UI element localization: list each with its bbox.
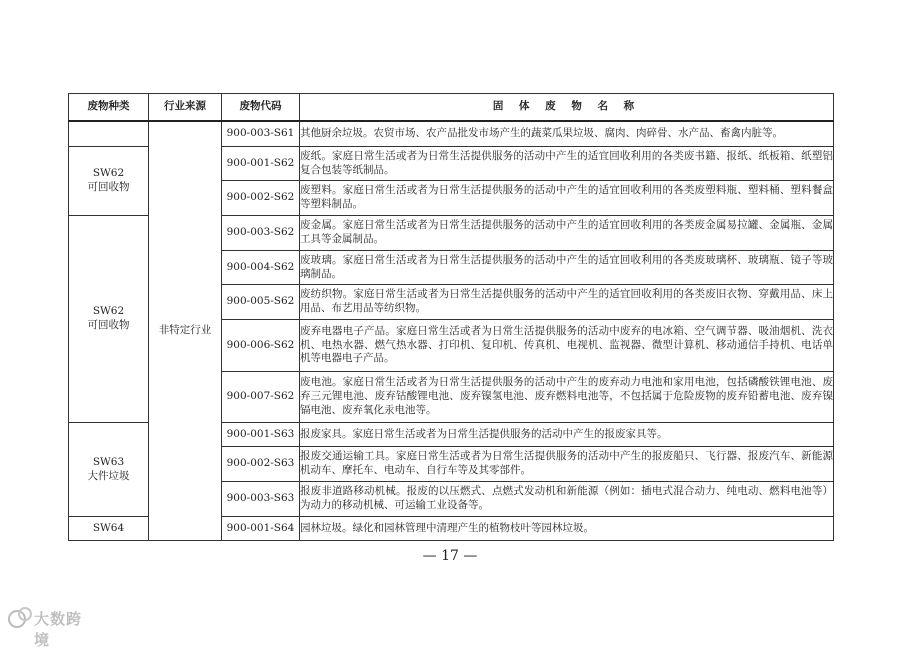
category-code: SW63 (92, 455, 125, 468)
waste-name: 废弃电器电子产品。家庭日常生活或者为日常生活提供服务的活动中废弃的电冰箱、空气调节器、吸油烟机、洗衣机、电热水器、燃气热水器、打印机、复印机、传真机、电视机、监视器、微型计算机、移动通信手持机、电话单机等电器电子产品。 (300, 320, 834, 372)
waste-name: 废电池。家庭日常生活或者为日常生活提供服务的活动中产生的废弃动力电池和家用电池，包括磷酸铁锂电池、废弃三元锂电池、废弃钴酸锂电池、废弃镍氢电池、废弃燃料电池等，不包括属于危险废物的废弃铅蓄电池、废弃镍镉电池、废弃氧化汞电池等。 (300, 372, 834, 423)
waste-code: 900-001-S64 (222, 517, 300, 541)
category-code: SW62 (92, 167, 125, 180)
waste-code: 900-006-S62 (222, 320, 300, 372)
industry-source-cell: 非特定行业 (149, 121, 222, 541)
waste-table (68, 93, 834, 541)
waste-code: 900-001-S63 (222, 423, 300, 447)
waste-code: 900-003-S61 (222, 121, 300, 147)
waste-code: 900-003-S62 (222, 216, 300, 251)
table-row (69, 121, 834, 147)
category-cell-sw62-b (69, 216, 149, 423)
waste-name: 废纸。家庭日常生活或者为日常生活提供服务的活动中产生的适宜回收利用的各类废书籍、报纸、纸板箱、纸塑铝复合包装等纸制品。 (300, 147, 834, 181)
table-header-row (69, 94, 834, 121)
waste-name: 园林垃圾。绿化和园林管理中清理产生的植物枝叶等园林垃圾。 (300, 517, 834, 541)
watermark-text: 大数跨境 (34, 610, 83, 649)
category-cell-blank (69, 121, 149, 147)
waste-name: 废塑料。家庭日常生活或者为日常生活提供服务的活动中产生的适宜回收利用的各类废塑料瓶、塑料桶、塑料餐盒等塑料制品。 (300, 181, 834, 216)
category-name: 可回收物 (87, 319, 130, 331)
category-cell-sw62-a (69, 147, 149, 216)
watermark-logo (8, 606, 88, 649)
waste-name: 废纺织物。家庭日常生活或者为日常生活提供服务的活动中产生的适宜回收利用的各类废旧衣物、穿戴用品、床上用品、布艺用品等纺织物。 (300, 285, 834, 320)
waste-code: 900-004-S62 (222, 251, 300, 285)
category-name: 可回收物 (87, 181, 130, 193)
header-industry: 行业来源 (149, 94, 222, 121)
waste-name: 废玻璃。家庭日常生活或者为日常生活提供服务的活动中产生的适宜回收利用的各类废玻璃杯、玻璃瓶、镜子等玻璃制品。 (300, 251, 834, 285)
waste-name: 报废交通运输工具。家庭日常生活或者为日常生活提供服务的活动中产生的报废船只、飞行器、报废汽车、新能源机动车、摩托车、电动车、自行车等及其零部件。 (300, 447, 834, 482)
page-number: — 17 — (422, 548, 478, 564)
header-code: 废物代码 (222, 94, 300, 121)
waste-code: 900-005-S62 (222, 285, 300, 320)
waste-name: 报废家具。家庭日常生活或者为日常生活提供服务的活动中产生的报废家具等。 (300, 423, 834, 447)
category-code: SW62 (92, 305, 125, 318)
waste-code: 900-002-S63 (222, 447, 300, 482)
category-code: SW64 (92, 521, 125, 534)
logo-ring-small-icon (18, 607, 32, 621)
waste-name: 报废非道路移动机械。报废的以压燃式、点燃式发动机和新能源（例如：插电式混合动力、纯电动、燃料电池等）为动力的移动机械、可运输工业设备等。 (300, 482, 834, 517)
category-cell-sw63 (69, 423, 149, 517)
waste-name: 其他厨余垃圾。农贸市场、农产品批发市场产生的蔬菜瓜果垃圾、腐肉、肉碎骨、水产品、畜禽内脏等。 (300, 121, 834, 147)
waste-code: 900-007-S62 (222, 372, 300, 423)
header-name: 固 体 废 物 名 称 (300, 94, 834, 121)
header-category: 废物种类 (69, 94, 149, 121)
category-cell-sw64 (69, 517, 149, 541)
waste-code: 900-001-S62 (222, 147, 300, 181)
waste-name: 废金属。家庭日常生活或者为日常生活提供服务的活动中产生的适宜回收利用的各类废金属易拉罐、金属瓶、金属工具等金属制品。 (300, 216, 834, 251)
waste-code: 900-002-S62 (222, 181, 300, 216)
waste-code: 900-003-S63 (222, 482, 300, 517)
category-name: 大件垃圾 (87, 469, 130, 482)
